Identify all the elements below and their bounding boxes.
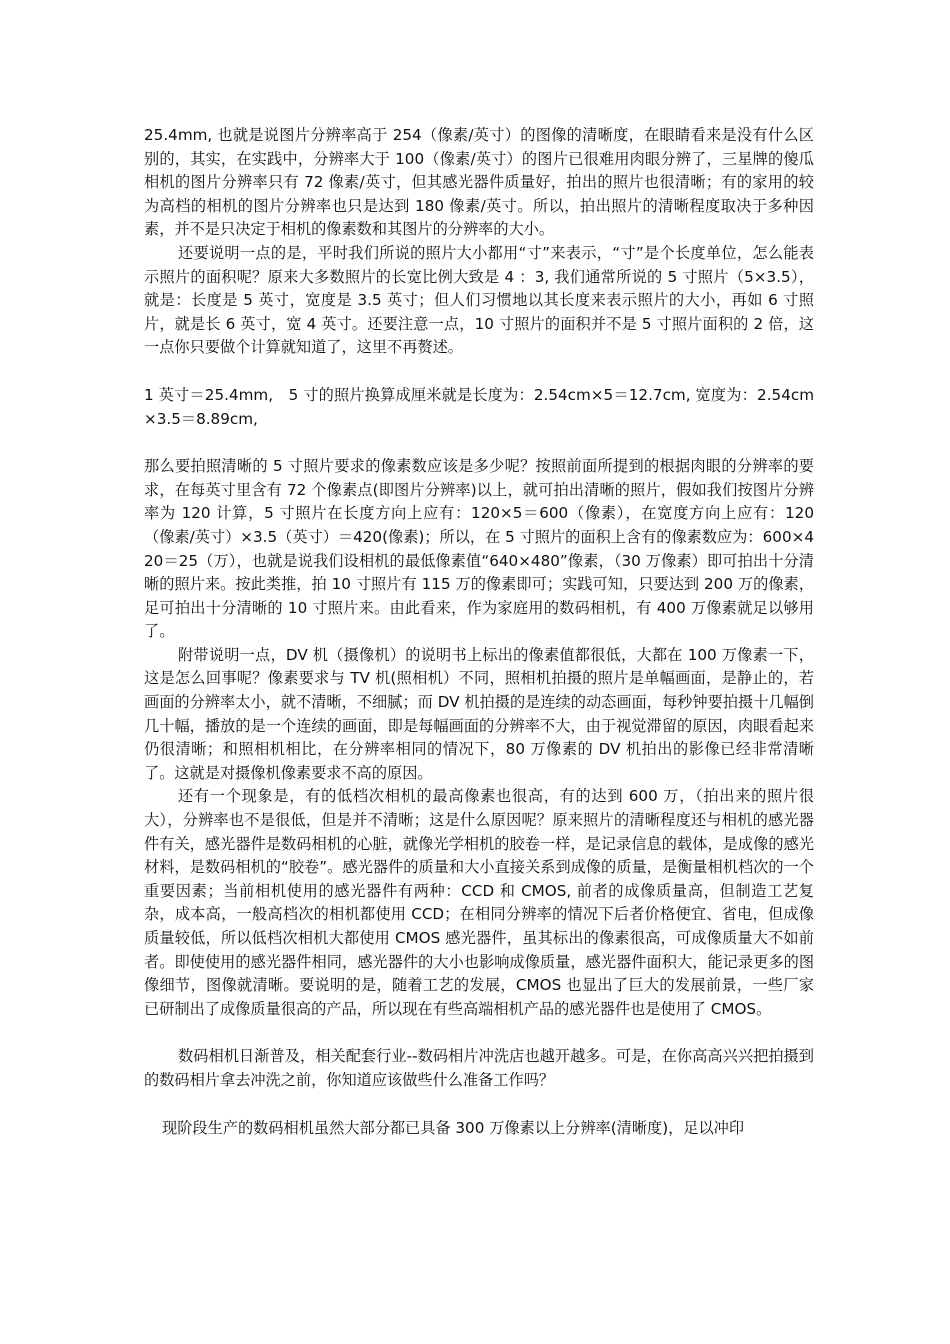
paragraph-pixel-requirement: 那么要拍照清晰的 5 寸照片要求的像素数应该是多少呢？按照前面所提到的根据肉眼的分辨率的要求，在每英寸里含有 72 个像素点(即图片分辨率)以上，就可拍出清晰的照片，假如我们按图片分辨率为 120 计算，5 寸照片在长度方向上应有：120×5＝600（像素），在宽度方向上应有：120（像素/英寸）×3.5（英寸）＝420(像素)；所以，在 5 寸照片的面积上含有的像素数应为：600×420＝25（万），也就是说我们设相机的最低像素值“640×480”像素，（30 万像素）即可拍出十分清晰的照片来。按此类推，拍 10 寸照片有 115 万的像素即可；实践可知，只要达到 200 万的像素，足可拍出十分清晰的 10 寸照片来。由此看来，作为家庭用的数码相机，有 400 万像素就足以够用了。 [144, 457, 814, 641]
document-page [144, 124, 814, 1140]
paragraph-photo-printing-intro: 数码相机日渐普及，相关配套行业--数码相片冲洗店也越开越多。可是，在你高高兴兴把拍摄到的数码相片拿去冲洗之前，你知道应该做些什么准备工作吗？ [144, 1047, 814, 1089]
blank-line [144, 360, 814, 384]
blank-line [144, 431, 814, 455]
paragraph-photo-size-inches: 还要说明一点的是，平时我们所说的照片大小都用“寸”来表示，“寸”是个长度单位，怎么能表示照片的面积呢？原来大多数照片的长宽比例大致是 4 ：3, 我们通常所说的 5 寸照片（5×3.5），就是：长度是 5 英寸，宽度是 3.5 英寸；但人们习惯地以其长度来表示照片的大小，再如 6 寸照片，就是长 6 英寸，宽 4 英寸。还要注意一点，10 寸照片的面积并不是 5 寸照片面积的 2 倍，这一点你只要做个计算就知道了，这里不再赘述。 [144, 243, 814, 357]
blank-line [144, 1093, 814, 1117]
paragraph-current-cameras: 现阶段生产的数码相机虽然大部分都已具备 300 万像素以上分辨率(清晰度)，足以冲印 [162, 1118, 745, 1137]
paragraph-dv-camera: 附带说明一点，DV 机（摄像机）的说明书上标出的像素值都很低，大都在 100 万像素一下，这是怎么回事呢？像素要求与 TV 机(照相机）不同，照相机拍摄的照片是单幅画面，是静止的，若画面的分辨率太小，就不清晰，不细腻；而 DV 机拍摄的是连续的动态画面，每秒钟要拍摄十几幅倒几十幅，播放的是一个连续的画面，即是每幅画面的分辨率不大，由于视觉滞留的原因，肉眼看起来仍很清晰；和照相机相比，在分辨率相同的情况下，80 万像素的 DV 机拍出的影像已经非常清晰了。这就是对摄像机像素要求不高的原因。 [144, 645, 814, 782]
paragraph-sensor-ccd-cmos: 还有一个现象是，有的低档次相机的最高像素也很高，有的达到 600 万，（拍出来的照片很大），分辨率也不是很低，但是并不清晰；这是什么原因呢？原来照片的清晰程度还与相机的感光器件有关，感光器件是数码相机的心脏，就像光学相机的胶卷一样，是记录信息的载体，是成像的感光材料，是数码相机的“胶卷”。感光器件的质量和大小直接关系到成像的质量，是衡量相机档次的一个重要因素；当前相机使用的感光器件有两种：CCD 和 CMOS, 前者的成像质量高，但制造工艺复杂，成本高，一般高档次的相机都使用 CCD；在相同分辨率的情况下后者价格便宜、省电，但成像质量较低，所以低档次相机大都使用 CMOS 感光器件，虽其标出的像素很高，可成像质量大不如前者。即使使用的感光器件相同，感光器件的大小也影响成像质量，感光器件面积大，能记录更多的图像细节，图像就清晰。要说明的是，随着工艺的发展，CMOS 也显出了巨大的发展前景，一些厂家已研制出了成像质量很高的产品，所以现在有些高端相机产品的感光器件也是使用了 CMOS。 [144, 787, 814, 1018]
blank-line [144, 1021, 814, 1045]
paragraph-inch-conversion: 1 英寸＝25.4mm, 5 寸的照片换算成厘米就是长度为：2.54cm×5＝12.7cm, 宽度为：2.54cm×3.5＝8.89cm, [144, 385, 814, 428]
paragraph-resolution-clarity: 25.4mm, 也就是说图片分辨率高于 254（像素/英寸）的图像的清晰度，在眼睛看来是没有什么区别的，其实，在实践中，分辨率大于 100（像素/英寸）的图片已很难用肉眼分辨了，三星牌的傻瓜相机的图片分辨率只有 72 像素/英寸，但其感光器件质量好，拍出的照片也很清晰；有的家用的较为高档的相机的图片分辨率也只是达到 180 像素/英寸。所以，拍出照片的清晰程度取决于多种因素，并不是只决定于相机的像素数和其图片的分辨率的大小。 [144, 126, 814, 239]
